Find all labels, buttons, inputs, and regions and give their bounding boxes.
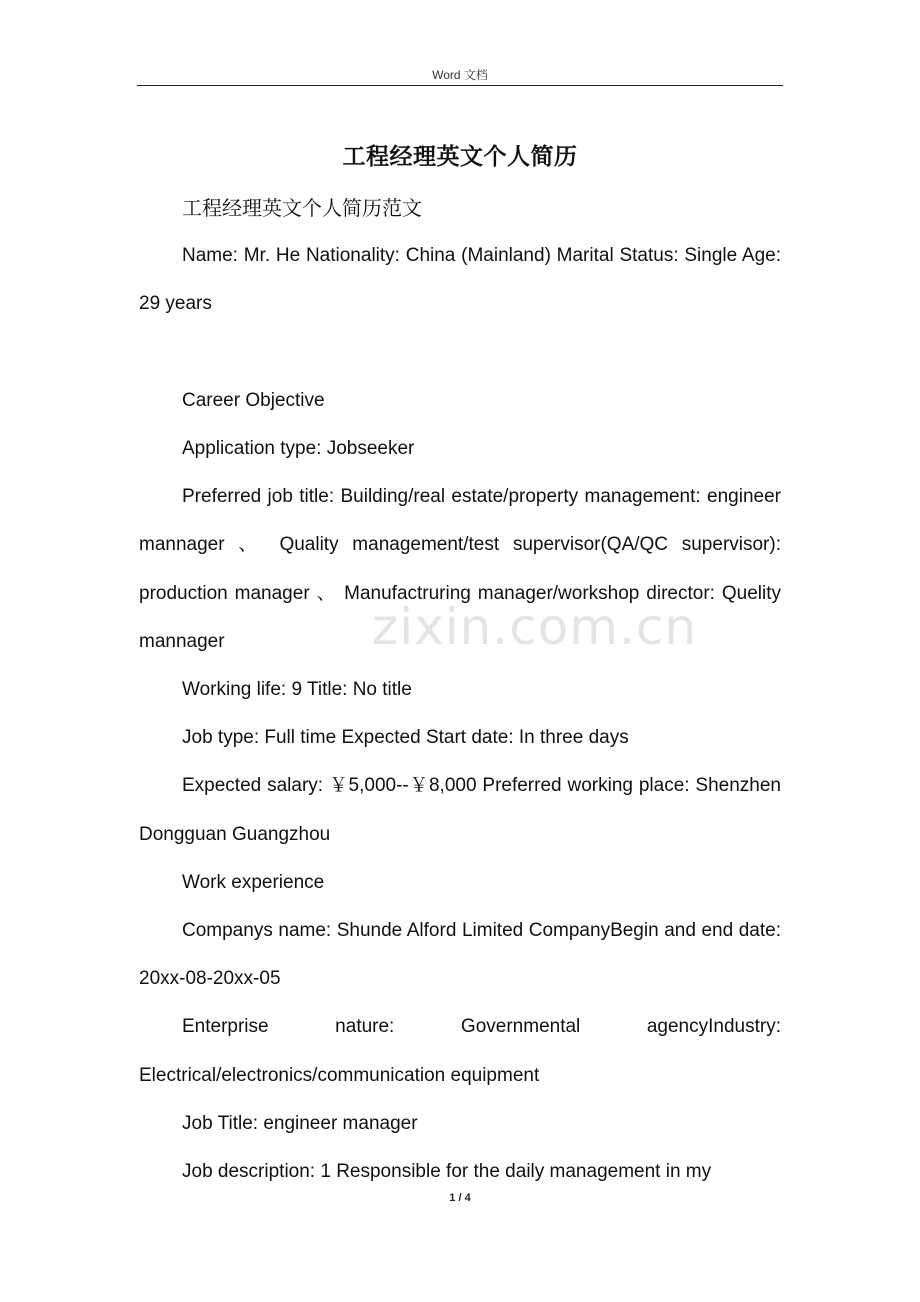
job-type-paragraph: Job type: Full time Expected Start date: In three days [182, 727, 629, 749]
header-label: Word 文档 [432, 68, 488, 82]
preferred-job-title-paragraph: Preferred job title: Building/real estate/property management: engineer mannager 、 Quality management/test supervisor(QA/QC supervisor): production manager 、 Manufactruring manager/workshop director: Quelity mannager [139, 486, 781, 652]
job-description-paragraph: Job description: 1 Responsible for the daily management in my [182, 1161, 712, 1183]
work-experience-heading: Work experience [182, 871, 325, 893]
career-objective-heading: Career Objective [182, 389, 325, 411]
working-life-paragraph: Working life: 9 Title: No title [182, 679, 412, 701]
enterprise-paragraph: Enterprise nature: Governmental agencyIndustry: Electrical/electronics/communication equipment [139, 1016, 781, 1086]
company-paragraph: Companys name: Shunde Alford Limited CompanyBegin and end date: 20xx-08-20xx-05 [139, 920, 781, 990]
document-body [139, 184, 781, 1196]
document-subtitle: 工程经理英文个人简历范文 [182, 196, 422, 220]
application-type-paragraph: Application type: Jobseeker [182, 438, 415, 459]
personal-info-paragraph: Name: Mr. He Nationality: China (Mainland) Marital Status: Single Age: 29 years [139, 245, 781, 315]
document-title: 工程经理英文个人简历 [342, 143, 578, 170]
watermark: zixin.com.cn [372, 598, 698, 656]
job-title-paragraph: Job Title: engineer manager [182, 1112, 418, 1134]
expected-salary-paragraph: Expected salary: ￥5,000--￥8,000 Preferred working place: Shenzhen Dongguan Guangzhou [139, 775, 781, 845]
blank-line [139, 329, 781, 377]
page-number: 1 / 4 [449, 1192, 471, 1204]
header-divider [137, 85, 783, 86]
